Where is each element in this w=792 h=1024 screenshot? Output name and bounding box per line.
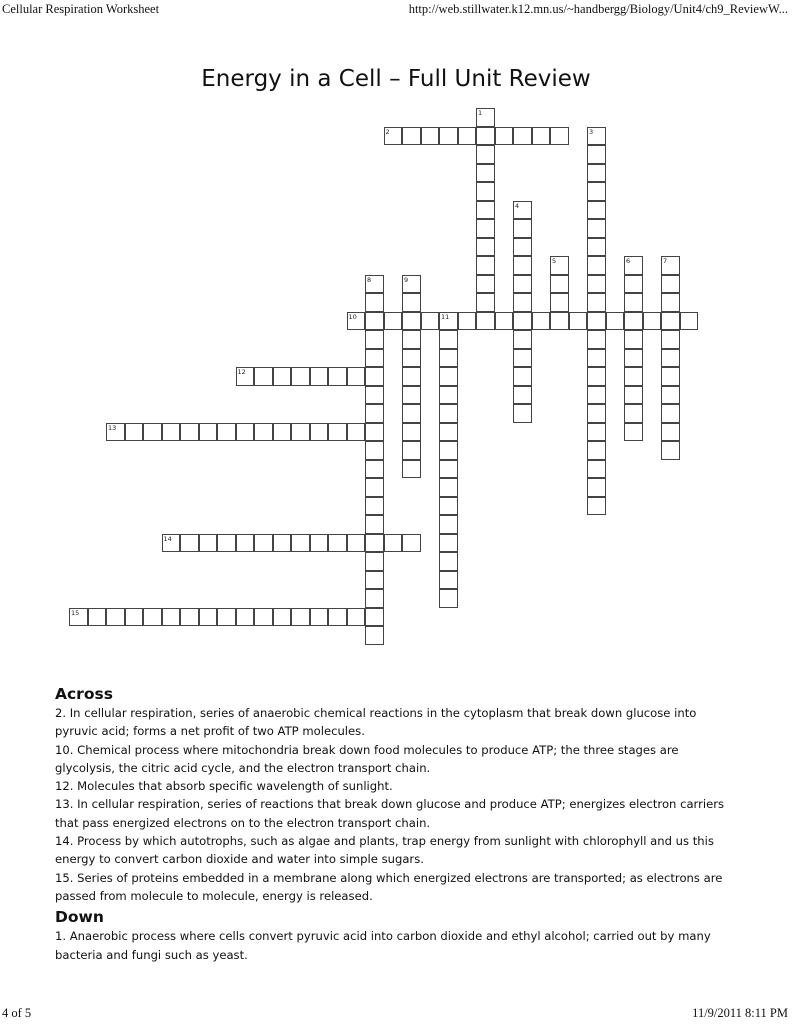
across-clue-15: 15. Series of proteins embedded in a membrane along which energized electrons are transported; as electrons are passed from molecule to molecule, energy is released. <box>55 870 723 903</box>
crossword-cell[interactable] <box>402 460 421 479</box>
crossword-cell[interactable] <box>347 534 366 553</box>
crossword-cell[interactable] <box>291 423 310 442</box>
crossword-cell[interactable] <box>365 386 384 405</box>
crossword-cell[interactable] <box>624 423 643 442</box>
clue-number: 7 <box>663 257 668 265</box>
crossword-cell[interactable] <box>439 404 458 423</box>
crossword-cell[interactable] <box>624 349 643 368</box>
crossword-cell[interactable] <box>587 275 606 294</box>
crossword-cell[interactable] <box>439 423 458 442</box>
crossword-cell[interactable] <box>273 534 292 553</box>
crossword-cell[interactable] <box>587 349 606 368</box>
page-header-url: http://web.stillwater.k12.mn.us/~handbergg/Biology/Unit4/ch9_ReviewW... <box>408 2 788 16</box>
crossword-cell[interactable] <box>476 312 495 331</box>
crossword-cell[interactable] <box>291 608 310 627</box>
down-clue-1: 1. Anaerobic process where cells convert pyruvic acid into carbon dioxide and ethyl alcohol; carried out by many bacteria and fungi such as yeast. <box>55 929 711 962</box>
crossword-cell[interactable] <box>439 552 458 571</box>
crossword-cell[interactable] <box>143 608 162 627</box>
crossword-cell[interactable] <box>236 534 255 553</box>
crossword-cell[interactable] <box>310 534 329 553</box>
crossword-cell[interactable] <box>606 312 625 331</box>
crossword-cell[interactable] <box>439 478 458 497</box>
crossword-cell[interactable] <box>310 367 329 386</box>
crossword-cell[interactable] <box>587 404 606 423</box>
crossword-cell[interactable] <box>587 201 606 220</box>
crossword-cell[interactable] <box>513 312 532 331</box>
crossword-cell[interactable] <box>513 293 532 312</box>
crossword-cell[interactable] <box>347 608 366 627</box>
clue-number: 4 <box>515 201 520 210</box>
crossword-cell[interactable] <box>125 423 144 442</box>
crossword-cell[interactable] <box>402 534 421 553</box>
crossword-cell[interactable] <box>476 219 495 238</box>
crossword-cell[interactable] <box>661 312 680 331</box>
crossword-cell[interactable] <box>513 386 532 405</box>
crossword-cell[interactable] <box>476 127 495 146</box>
crossword-cell[interactable] <box>587 182 606 201</box>
crossword-cell[interactable] <box>661 386 680 405</box>
crossword-cell[interactable] <box>365 404 384 423</box>
crossword-cell[interactable] <box>402 404 421 423</box>
crossword-cell[interactable] <box>458 312 477 331</box>
crossword-cell[interactable] <box>365 312 384 331</box>
down-heading: Down <box>55 908 104 927</box>
crossword-cell[interactable] <box>624 312 643 331</box>
crossword-cell[interactable] <box>421 312 440 331</box>
crossword-cell[interactable] <box>365 349 384 368</box>
crossword-cell[interactable] <box>587 219 606 238</box>
crossword-cell[interactable] <box>273 608 292 627</box>
crossword-cell[interactable] <box>587 238 606 257</box>
crossword-cell[interactable] <box>476 201 495 220</box>
clue-number: 1 <box>478 109 483 117</box>
crossword-cell[interactable] <box>661 275 680 294</box>
crossword-cell[interactable] <box>421 127 440 146</box>
crossword-cell[interactable] <box>587 330 606 349</box>
crossword-cell[interactable] <box>162 423 181 442</box>
clue-number: 12 <box>237 368 246 376</box>
crossword-cell[interactable] <box>513 367 532 386</box>
crossword-cell[interactable] <box>661 423 680 442</box>
crossword-cell[interactable] <box>384 312 403 331</box>
crossword-cell[interactable] <box>587 441 606 460</box>
crossword-cell[interactable] <box>439 571 458 590</box>
crossword-cell[interactable] <box>328 534 347 553</box>
crossword-cell[interactable] <box>254 608 273 627</box>
crossword-cell[interactable] <box>624 275 643 294</box>
crossword-cell[interactable] <box>587 478 606 497</box>
crossword-cell[interactable] <box>439 534 458 553</box>
crossword-cell[interactable] <box>458 127 477 146</box>
clue-number: 9 <box>404 275 409 284</box>
crossword-cell[interactable] <box>402 312 421 331</box>
crossword-cell[interactable] <box>236 608 255 627</box>
across-heading: Across <box>55 685 113 703</box>
crossword-cell[interactable] <box>365 423 384 442</box>
page-header-title: Cellular Respiration Worksheet <box>2 2 160 16</box>
crossword-cell[interactable] <box>236 423 255 442</box>
crossword-cell[interactable] <box>439 589 458 608</box>
crossword-cell[interactable] <box>402 386 421 405</box>
crossword-cell[interactable] <box>550 293 569 312</box>
crossword-cell[interactable] <box>476 182 495 201</box>
crossword-cell[interactable] <box>217 423 236 442</box>
crossword-cell[interactable] <box>365 608 384 627</box>
crossword-cell[interactable] <box>402 441 421 460</box>
crossword-cell[interactable] <box>513 330 532 349</box>
crossword-cell[interactable] <box>365 478 384 497</box>
crossword-cell[interactable] <box>254 367 273 386</box>
crossword-cell[interactable] <box>125 608 144 627</box>
crossword-cell[interactable] <box>624 293 643 312</box>
crossword-cell[interactable] <box>328 608 347 627</box>
crossword-cell[interactable] <box>513 238 532 257</box>
crossword-cell[interactable] <box>587 164 606 183</box>
crossword-cell[interactable] <box>476 275 495 294</box>
crossword-cell[interactable] <box>180 608 199 627</box>
clue-number: 14 <box>163 534 172 543</box>
crossword-cell[interactable] <box>310 423 329 442</box>
clue-number: 6 <box>626 257 631 265</box>
crossword-cell[interactable] <box>495 312 514 331</box>
crossword-cell[interactable] <box>661 293 680 312</box>
crossword-cell[interactable] <box>661 330 680 349</box>
crossword-cell[interactable] <box>587 145 606 164</box>
crossword-cell[interactable] <box>661 441 680 460</box>
crossword-cell[interactable] <box>439 497 458 516</box>
crossword-cell[interactable] <box>439 349 458 368</box>
crossword-cell[interactable] <box>439 460 458 479</box>
crossword-cell[interactable] <box>365 441 384 460</box>
across-clue-12: 12. Molecules that absorb specific wavelength of sunlight. <box>55 779 393 794</box>
crossword-cell[interactable] <box>273 423 292 442</box>
crossword-cell[interactable] <box>587 293 606 312</box>
crossword-cell[interactable] <box>550 312 569 331</box>
crossword-cell[interactable] <box>587 386 606 405</box>
crossword-cell[interactable] <box>273 367 292 386</box>
crossword-cell[interactable] <box>550 275 569 294</box>
crossword-cell[interactable] <box>402 330 421 349</box>
crossword-cell[interactable] <box>661 404 680 423</box>
crossword-cell[interactable] <box>476 238 495 257</box>
crossword-cell[interactable] <box>365 460 384 479</box>
clue-number: 2 <box>385 127 390 136</box>
crossword-cell[interactable] <box>365 367 384 386</box>
crossword-cell[interactable] <box>402 423 421 442</box>
across-clue-10: 10. Chemical process where mitochondria break down food molecules to produce ATP; the three stages are glycolysis, the citric acid cycle, and the electron transport chain. <box>55 742 679 775</box>
crossword-cell[interactable] <box>439 127 458 146</box>
crossword-cell[interactable] <box>587 460 606 479</box>
crossword-cell[interactable] <box>624 330 643 349</box>
crossword-cell[interactable] <box>587 256 606 275</box>
crossword-cell[interactable] <box>587 312 606 331</box>
across-clue-13: 13. In cellular respiration, series of reactions that break down glucose and produce ATP; energizes electron carriers that pass energized electrons on to the electron transport chain. <box>55 797 725 830</box>
crossword-cell[interactable] <box>587 423 606 442</box>
across-clue-2: 2. In cellular respiration, series of anaerobic chemical reactions in the cytoplasm that break down glucose into pyruvic acid; forms a net profit of two ATP molecules. <box>55 706 697 739</box>
clue-number: 15 <box>71 608 80 617</box>
crossword-cell[interactable] <box>402 293 421 312</box>
page-number: 4 of 5 <box>2 1006 32 1020</box>
clue-number: 11 <box>441 312 450 321</box>
print-timestamp: 11/9/2011 8:11 PM <box>692 1006 788 1020</box>
crossword-cell[interactable] <box>162 608 181 627</box>
crossword-cell[interactable] <box>513 349 532 368</box>
crossword-cell[interactable] <box>347 423 366 442</box>
crossword-cell[interactable] <box>291 367 310 386</box>
crossword-cell[interactable] <box>180 534 199 553</box>
clue-number: 13 <box>108 423 117 432</box>
worksheet-title: Energy in a Cell – Full Unit Review <box>201 66 591 92</box>
crossword-cell[interactable] <box>328 423 347 442</box>
crossword-cell[interactable] <box>624 386 643 405</box>
crossword-cell[interactable] <box>402 367 421 386</box>
crossword-cell[interactable] <box>513 275 532 294</box>
crossword-cell[interactable] <box>476 164 495 183</box>
crossword-cell[interactable] <box>384 534 403 553</box>
crossword-cell[interactable] <box>513 404 532 423</box>
crossword-cell[interactable] <box>365 626 384 645</box>
crossword-cell[interactable] <box>365 552 384 571</box>
crossword-cell[interactable] <box>476 145 495 164</box>
crossword-cell[interactable] <box>365 293 384 312</box>
crossword-cell[interactable] <box>328 367 347 386</box>
crossword-cell[interactable] <box>439 330 458 349</box>
crossword-cell[interactable] <box>88 608 107 627</box>
crossword-cell[interactable] <box>532 127 551 146</box>
crossword-cell[interactable] <box>365 497 384 516</box>
crossword-cell[interactable] <box>365 330 384 349</box>
clue-number: 5 <box>552 257 557 265</box>
crossword-cell[interactable] <box>439 386 458 405</box>
crossword-cell[interactable] <box>310 608 329 627</box>
crossword-cell[interactable] <box>217 608 236 627</box>
crossword-cell[interactable] <box>199 534 218 553</box>
crossword-cell[interactable] <box>495 127 514 146</box>
crossword-cell[interactable] <box>254 423 273 442</box>
crossword-cell[interactable] <box>587 367 606 386</box>
crossword-cell[interactable] <box>439 441 458 460</box>
clue-number: 3 <box>589 127 594 136</box>
crossword-cell[interactable] <box>365 515 384 534</box>
crossword-cell[interactable] <box>365 589 384 608</box>
across-clue-14: 14. Process by which autotrophs, such as algae and plants, trap energy from sunlight with chlorophyll and us this energy to convert carbon dioxide and water into simple sugars. <box>55 834 714 867</box>
crossword-cell[interactable] <box>661 367 680 386</box>
crossword-cell[interactable] <box>402 349 421 368</box>
crossword-cell[interactable] <box>217 534 236 553</box>
crossword-cell[interactable] <box>439 367 458 386</box>
crossword-cell[interactable] <box>199 608 218 627</box>
crossword-cell[interactable] <box>365 571 384 590</box>
crossword-cell[interactable] <box>347 367 366 386</box>
crossword-cell[interactable] <box>624 367 643 386</box>
crossword-cell[interactable] <box>513 219 532 238</box>
crossword-cell[interactable] <box>513 127 532 146</box>
crossword-cell[interactable] <box>569 312 588 331</box>
crossword-cell[interactable] <box>513 256 532 275</box>
crossword-cell[interactable] <box>587 497 606 516</box>
crossword-cell[interactable] <box>199 423 218 442</box>
clue-number: 8 <box>367 275 372 284</box>
crossword-cell[interactable] <box>532 312 551 331</box>
crossword-cell[interactable] <box>476 293 495 312</box>
clues-section <box>55 684 735 964</box>
crossword-cell[interactable] <box>680 312 699 331</box>
crossword-cell[interactable] <box>476 256 495 275</box>
crossword-cell[interactable] <box>550 127 569 146</box>
clue-number: 10 <box>348 312 357 321</box>
crossword-cell[interactable] <box>106 608 125 627</box>
crossword-cell[interactable] <box>643 312 662 331</box>
crossword-cell[interactable] <box>402 127 421 146</box>
crossword-cell[interactable] <box>180 423 199 442</box>
crossword-cell[interactable] <box>439 515 458 534</box>
crossword-cell[interactable] <box>143 423 162 442</box>
crossword-cell[interactable] <box>254 534 273 553</box>
crossword-cell[interactable] <box>291 534 310 553</box>
crossword-cell[interactable] <box>624 404 643 423</box>
crossword-cell[interactable] <box>661 349 680 368</box>
crossword-cell[interactable] <box>365 534 384 553</box>
